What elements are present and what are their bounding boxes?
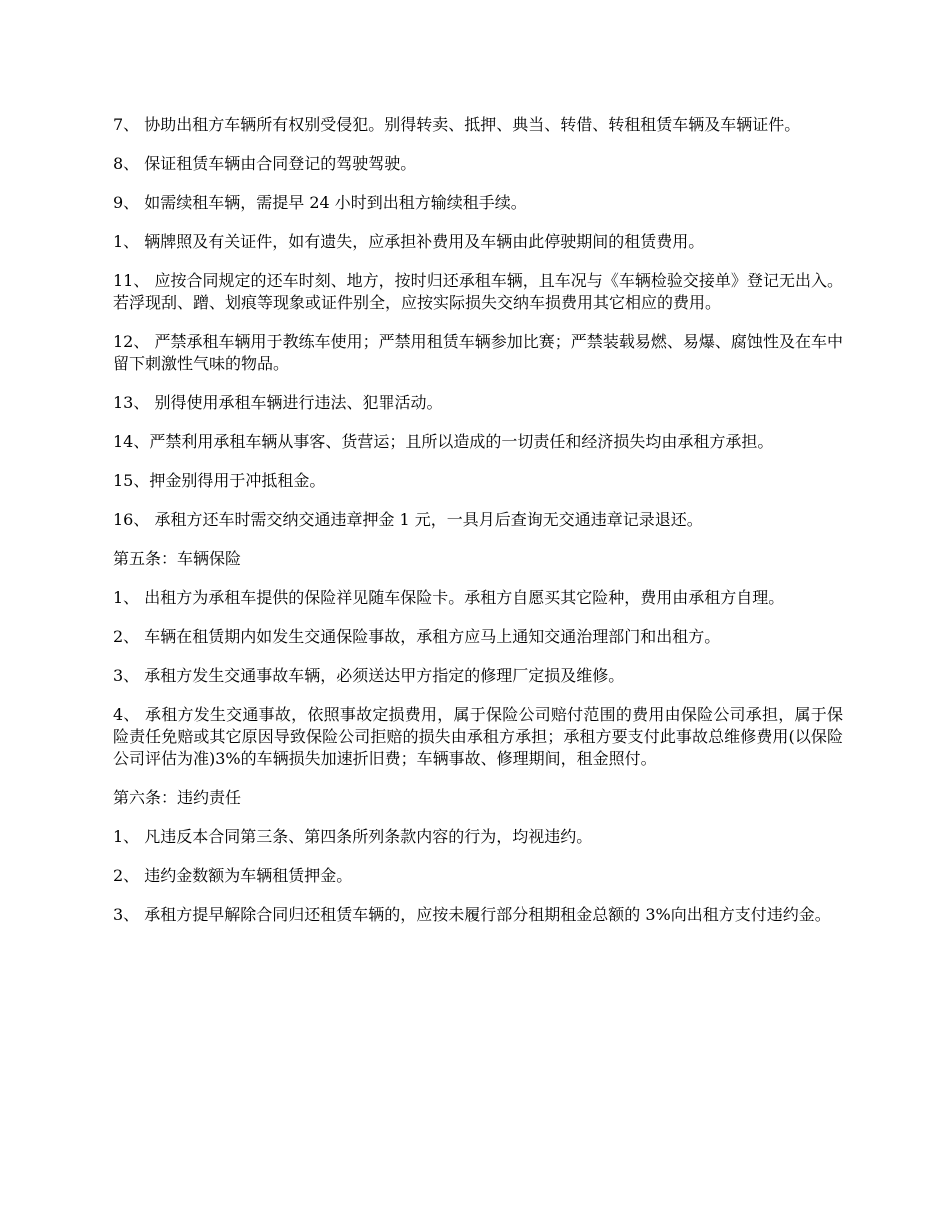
clause-16: 16、 承租方还车时需交纳交通违章押金 1 元，一具月后查询无交通违章记录退还。 xyxy=(113,510,703,529)
breach-clause-2: 2、 违约金数额为车辆租赁押金。 xyxy=(113,866,353,885)
insurance-clause-3: 3、 承租方发生交通事故车辆，必须送达甲方指定的修理厂定损及维修。 xyxy=(113,666,625,685)
breach-clause-1: 1、 凡违反本合同第三条、第四条所列条款内容的行为，均视违约。 xyxy=(113,827,593,846)
breach-clause-3: 3、 承租方提早解除合同归还租赁车辆的，应按未履行部分租期租金总额的 3%向出租方支付违约金。 xyxy=(113,905,831,924)
clause-11: 11、 应按合同规定的还车时刻、地方，按时归还承租车辆，且车况与《车辆检验交接单》登记无出入。若浮现刮、蹭、划痕等现象或证件别全，应按实际损失交纳车损费用其它相应的费用。 xyxy=(113,271,843,312)
clause-12: 12、 严禁承租车辆用于教练车使用；严禁用租赁车辆参加比赛；严禁装载易燃、易爆、腐蚀性及在车中留下刺激性气味的物品。 xyxy=(113,332,843,373)
clause-15: 15、押金别得用于冲抵租金。 xyxy=(113,471,326,490)
document-body xyxy=(113,114,843,943)
clause-14: 14、严禁利用承租车辆从事客、货营运；且所以造成的一切责任和经济损失均由承租方承担。 xyxy=(113,432,774,451)
clause-9: 9、 如需续租车辆，需提早 24 小时到出租方输续租手续。 xyxy=(113,193,527,212)
insurance-clause-2: 2、 车辆在租赁期内如发生交通保险事故，承租方应马上通知交通治理部门和出租方。 xyxy=(113,627,721,646)
section-heading-insurance: 第五条：车辆保险 xyxy=(113,549,242,568)
clause-7: 7、 协助出租方车辆所有权别受侵犯。别得转卖、抵押、典当、转借、转租租赁车辆及车辆证件。 xyxy=(113,115,801,134)
insurance-clause-1: 1、 出租方为承租车提供的保险祥见随车保险卡。承租方自愿买其它险种，费用由承租方自理。 xyxy=(113,588,785,607)
insurance-clause-4: 4、 承租方发生交通事故，依照事故定损费用，属于保险公司赔付范围的费用由保险公司承担，属于保险责任免赔或其它原因导致保险公司拒赔的损失由承租方承担；承租方要支付此事故总维修费用(以保险公司评估为准)3%的车辆损失加速折旧费；车辆事故、修理期间，租金照付。 xyxy=(113,705,843,768)
clause-8: 8、 保证租赁车辆由合同登记的驾驶驾驶。 xyxy=(113,154,417,173)
clause-13: 13、 别得使用承租车辆进行违法、犯罪活动。 xyxy=(113,393,443,412)
clause-10: 1、 辆牌照及有关证件，如有遗失，应承担补费用及车辆由此停驶期间的租赁费用。 xyxy=(113,232,705,251)
section-heading-breach: 第六条：违约责任 xyxy=(113,788,242,807)
